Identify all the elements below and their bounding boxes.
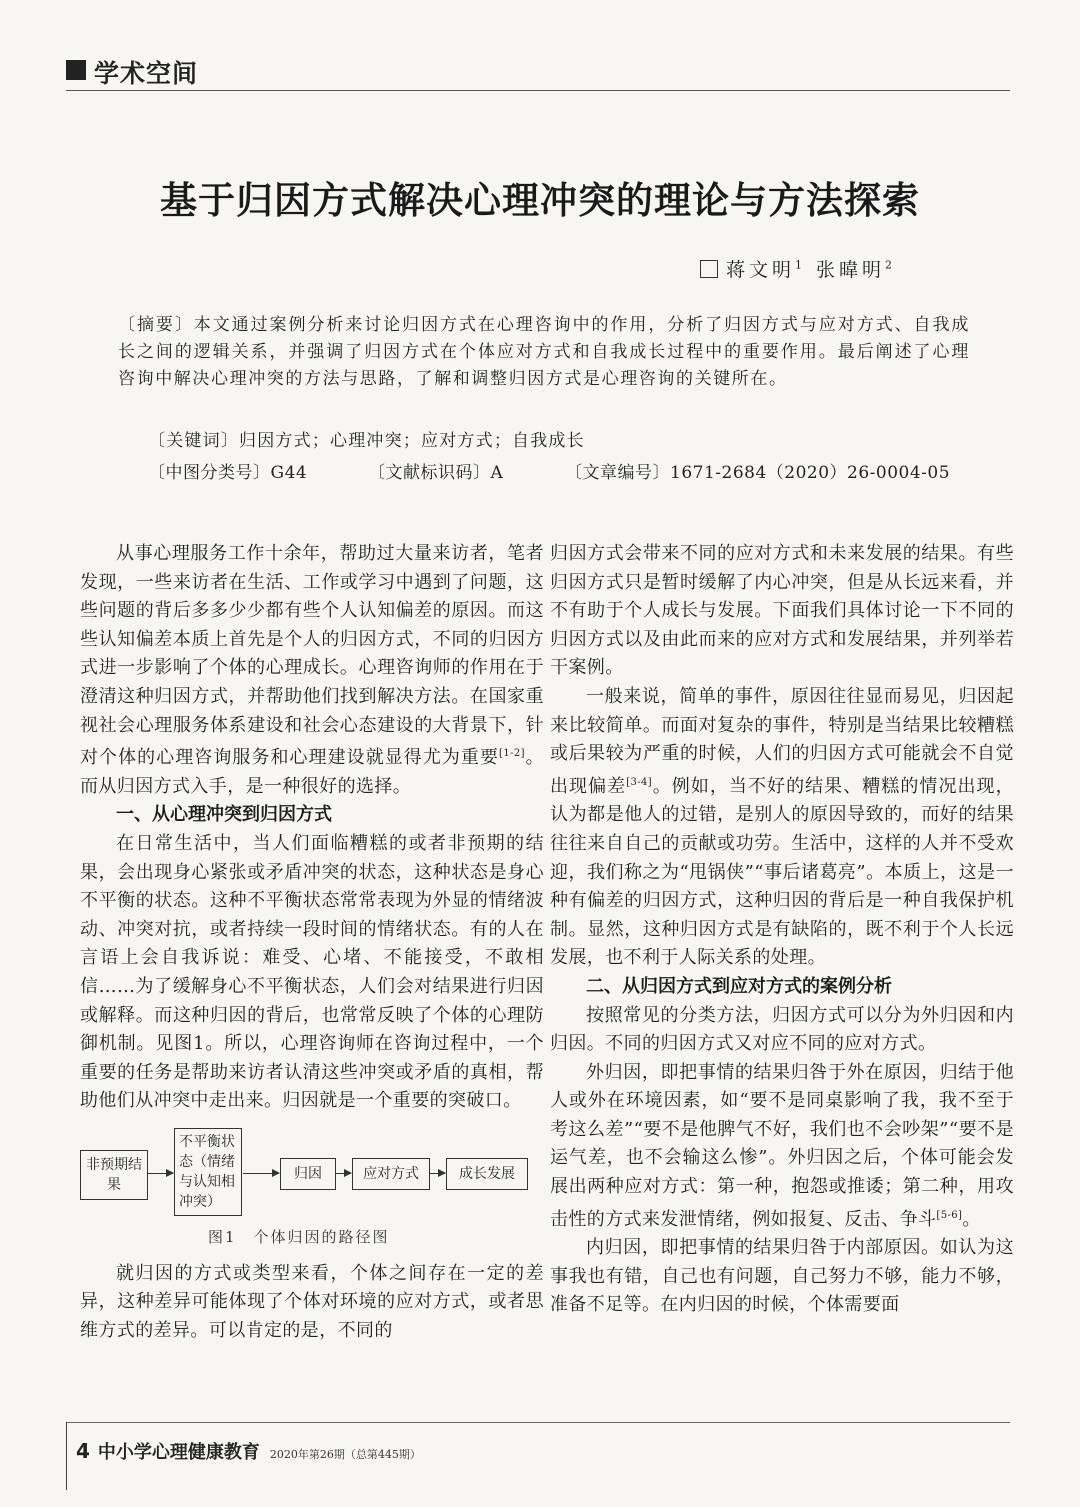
paragraph: 内归因，即把事情的结果归咎于内部原因。如认为这事我也有错，自己也有问题，自己努力不够，能力不够，准备不足等。在内归因的时候，个体需要面	[550, 1237, 1014, 1316]
keywords-text: 归因方式；心理冲突；应对方式；自我成长	[239, 431, 585, 451]
footer-vertical-rule	[66, 1422, 67, 1490]
section-header	[66, 52, 1010, 91]
left-column	[80, 540, 544, 1346]
footer-rule	[66, 1422, 1010, 1423]
paragraph: 外归因，即把事情的结果归咎于外在原因，归结于他人或外在环境因素，如“要不是同桌影响了我，我不至于考这么差”“要不是他脾气不好，我们也不会吵架”“要不是运气差，也不会输这么惨”。外归因之后，个体可能会发展出两种应对方式：第一种，抱怨或推诿；第二种，用攻击性的方式来发泄情绪，例如报复、反击、争斗[5-6]。	[550, 1061, 1014, 1230]
article-number: 〔文章编号〕1671-2684（2020）26-0004-05	[565, 463, 951, 483]
figure-1-flowchart	[80, 1128, 544, 1220]
paragraph: 在日常生活中，当人们面临糟糕的或者非预期的结果，会出现身心紧张或矛盾冲突的状态，这种状态是身心不平衡的状态。这种不平衡状态常常表现为外显的情绪波动、冲突对抗，或者持续一段时间的情绪状态。有的人在言语上会自我诉说：难受、心堵、不能接受，不敢相信……为了缓解身心不平衡状态，人们会对结果进行归因或解释。而这种归因的背后，也常常反映了个体的心理防御机制。见图1。所以，心理咨询师在咨询过程中，一个重要的任务是帮助来访者认清这些冲突或矛盾的真相，帮助他们从冲突中走出来。归因就是一个重要的突破口。	[80, 832, 544, 1112]
paragraph: 归因方式会带来不同的应对方式和未来发展的结果。有些归因方式只是暂时缓解了内心冲突，但是从长远来看，并不有助于个人成长与发展。下面我们具体讨论一下不同的归因方式以及由此而来的应对方式和发展结果，并列举若干案例。	[550, 543, 1014, 679]
right-column	[550, 540, 1014, 1320]
article-number-value: 1671-2684（2020）26-0004-05	[670, 463, 951, 483]
abstract: 〔摘要〕本文通过案例分析来讨论归因方式在心理咨询中的作用，分析了归因方式与应对方式、自我成长之间的逻辑关系，并强调了归因方式在个体应对方式和自我成长过程中的重要作用。最后阐述了心理咨询中解决心理冲突的方法与思路，了解和调整归因方式是心理咨询的关键所在。	[118, 315, 971, 389]
flow-box-growth: 成长发展	[446, 1158, 528, 1190]
section-heading-2: 二、从归因方式到应对方式的案例分析	[586, 975, 892, 997]
clc-label: 中图分类号	[165, 463, 253, 483]
paragraph: 按照常见的分类方法，归因方式可以分为外归因和内归因。不同的归因方式又对应不同的应对方式。	[550, 1004, 1014, 1055]
square-bullet-icon	[66, 60, 86, 80]
flow-box-imbalance-state: 不平衡状态（情绪与认知相冲突）	[174, 1128, 242, 1216]
arrow-right-icon	[429, 1173, 445, 1175]
clc-value: G44	[270, 463, 308, 483]
abstract-text: 本文通过案例分析来讨论归因方式在心理咨询中的作用，分析了归因方式与应对方式、自我成长之间的逻辑关系，并强调了归因方式在个体应对方式和自我成长过程中的重要作用。最后阐述了心理咨询中解决心理冲突的方法与思路，了解和调整归因方式是心理咨询的关键所在。	[118, 315, 971, 389]
arrow-right-icon	[147, 1173, 173, 1175]
arrow-right-icon	[335, 1173, 351, 1175]
section-heading-1: 一、从心理冲突到归因方式	[116, 804, 332, 826]
doc-value: A	[490, 463, 504, 483]
journal-name: 中小学心理健康教育	[97, 1442, 260, 1463]
page-number: 4	[76, 1439, 90, 1463]
paragraph: 从事心理服务工作十余年，帮助过大量来访者，笔者发现，一些来访者在生活、工作或学习中遇到了问题，这些问题的背后多多少少都有些个人认知偏差的原因。而这些认知偏差本质上首先是个人的归因方式，不同的归因方式进一步影响了个体的心理成长。心理咨询师的作用在于澄清这种归因方式，并帮助他们找到解决方法。在国家重视社会心理服务体系建设和社会心态建设的大背景下，针对个体的心理咨询服务和心理建设就显得尤为重要[1-2]。而从归因方式入手，是一种很好的选择。	[80, 543, 544, 797]
author-1: 蒋文明	[726, 259, 796, 281]
doc-code: 〔文献标识码〕A	[368, 463, 504, 483]
flow-box-unexpected-result: 非预期结果	[80, 1150, 148, 1200]
keywords: 〔关键词〕归因方式；心理冲突；应对方式；自我成长	[148, 431, 585, 451]
paragraph: 一般来说，简单的事件，原因往往显而易见，归因起来比较简单。而面对复杂的事件，特别是当结果比较糟糕或后果较为严重的时候，人们的归因方式可能就会不自觉出现偏差[3-4]。例如，当不好的结果、糟糕的情况出现，认为都是他人的过错，是别人的原因导致的，而好的结果往往来自自己的贡献或功劳。生活中，这样的人并不受欢迎，我们称之为“甩锅侠”“事后诸葛亮”。本质上，这是一种有偏差的归因方式，这种归因的背后是一种自我保护机制。显然，这种归因方式是有缺陷的，既不利于个人长远发展，也不利于人际关系的处理。	[550, 685, 1014, 969]
article-number-label: 文章编号	[582, 463, 653, 483]
author-2-affiliation: 2	[885, 258, 893, 272]
citation: [3-4]	[626, 776, 653, 788]
arrow-right-icon	[243, 1173, 279, 1175]
doc-label: 文献标识码	[385, 463, 473, 483]
keywords-label: 关键词	[166, 431, 221, 451]
author-1-affiliation: 1	[795, 258, 803, 272]
clc-code: 〔中图分类号〕G44	[148, 463, 308, 483]
figure-caption: 图1 个体归因的路径图	[208, 1227, 390, 1246]
flow-box-coping-style: 应对方式	[352, 1158, 430, 1190]
page-footer	[76, 1438, 421, 1464]
author-line	[700, 255, 892, 282]
author-2: 张暐明	[816, 259, 886, 281]
flow-box-attribution: 归因	[280, 1158, 336, 1190]
article-title: 基于归因方式解决心理冲突的理论与方法探索	[160, 178, 920, 222]
issue-info: 2020年第26期（总第445期）	[269, 1448, 421, 1461]
citation: [5-6]	[936, 1209, 963, 1221]
abstract-label: 摘要	[136, 315, 175, 335]
author-box-icon	[700, 260, 718, 278]
citation: [1-2]	[499, 748, 525, 760]
paragraph: 就归因的方式或类型来看，个体之间存在一定的差异，这种差异可能体现了个体对环境的应对方式，或者思维方式的差异。可以肯定的是，不同的	[80, 1262, 544, 1342]
section-label: 学术空间	[94, 59, 199, 88]
